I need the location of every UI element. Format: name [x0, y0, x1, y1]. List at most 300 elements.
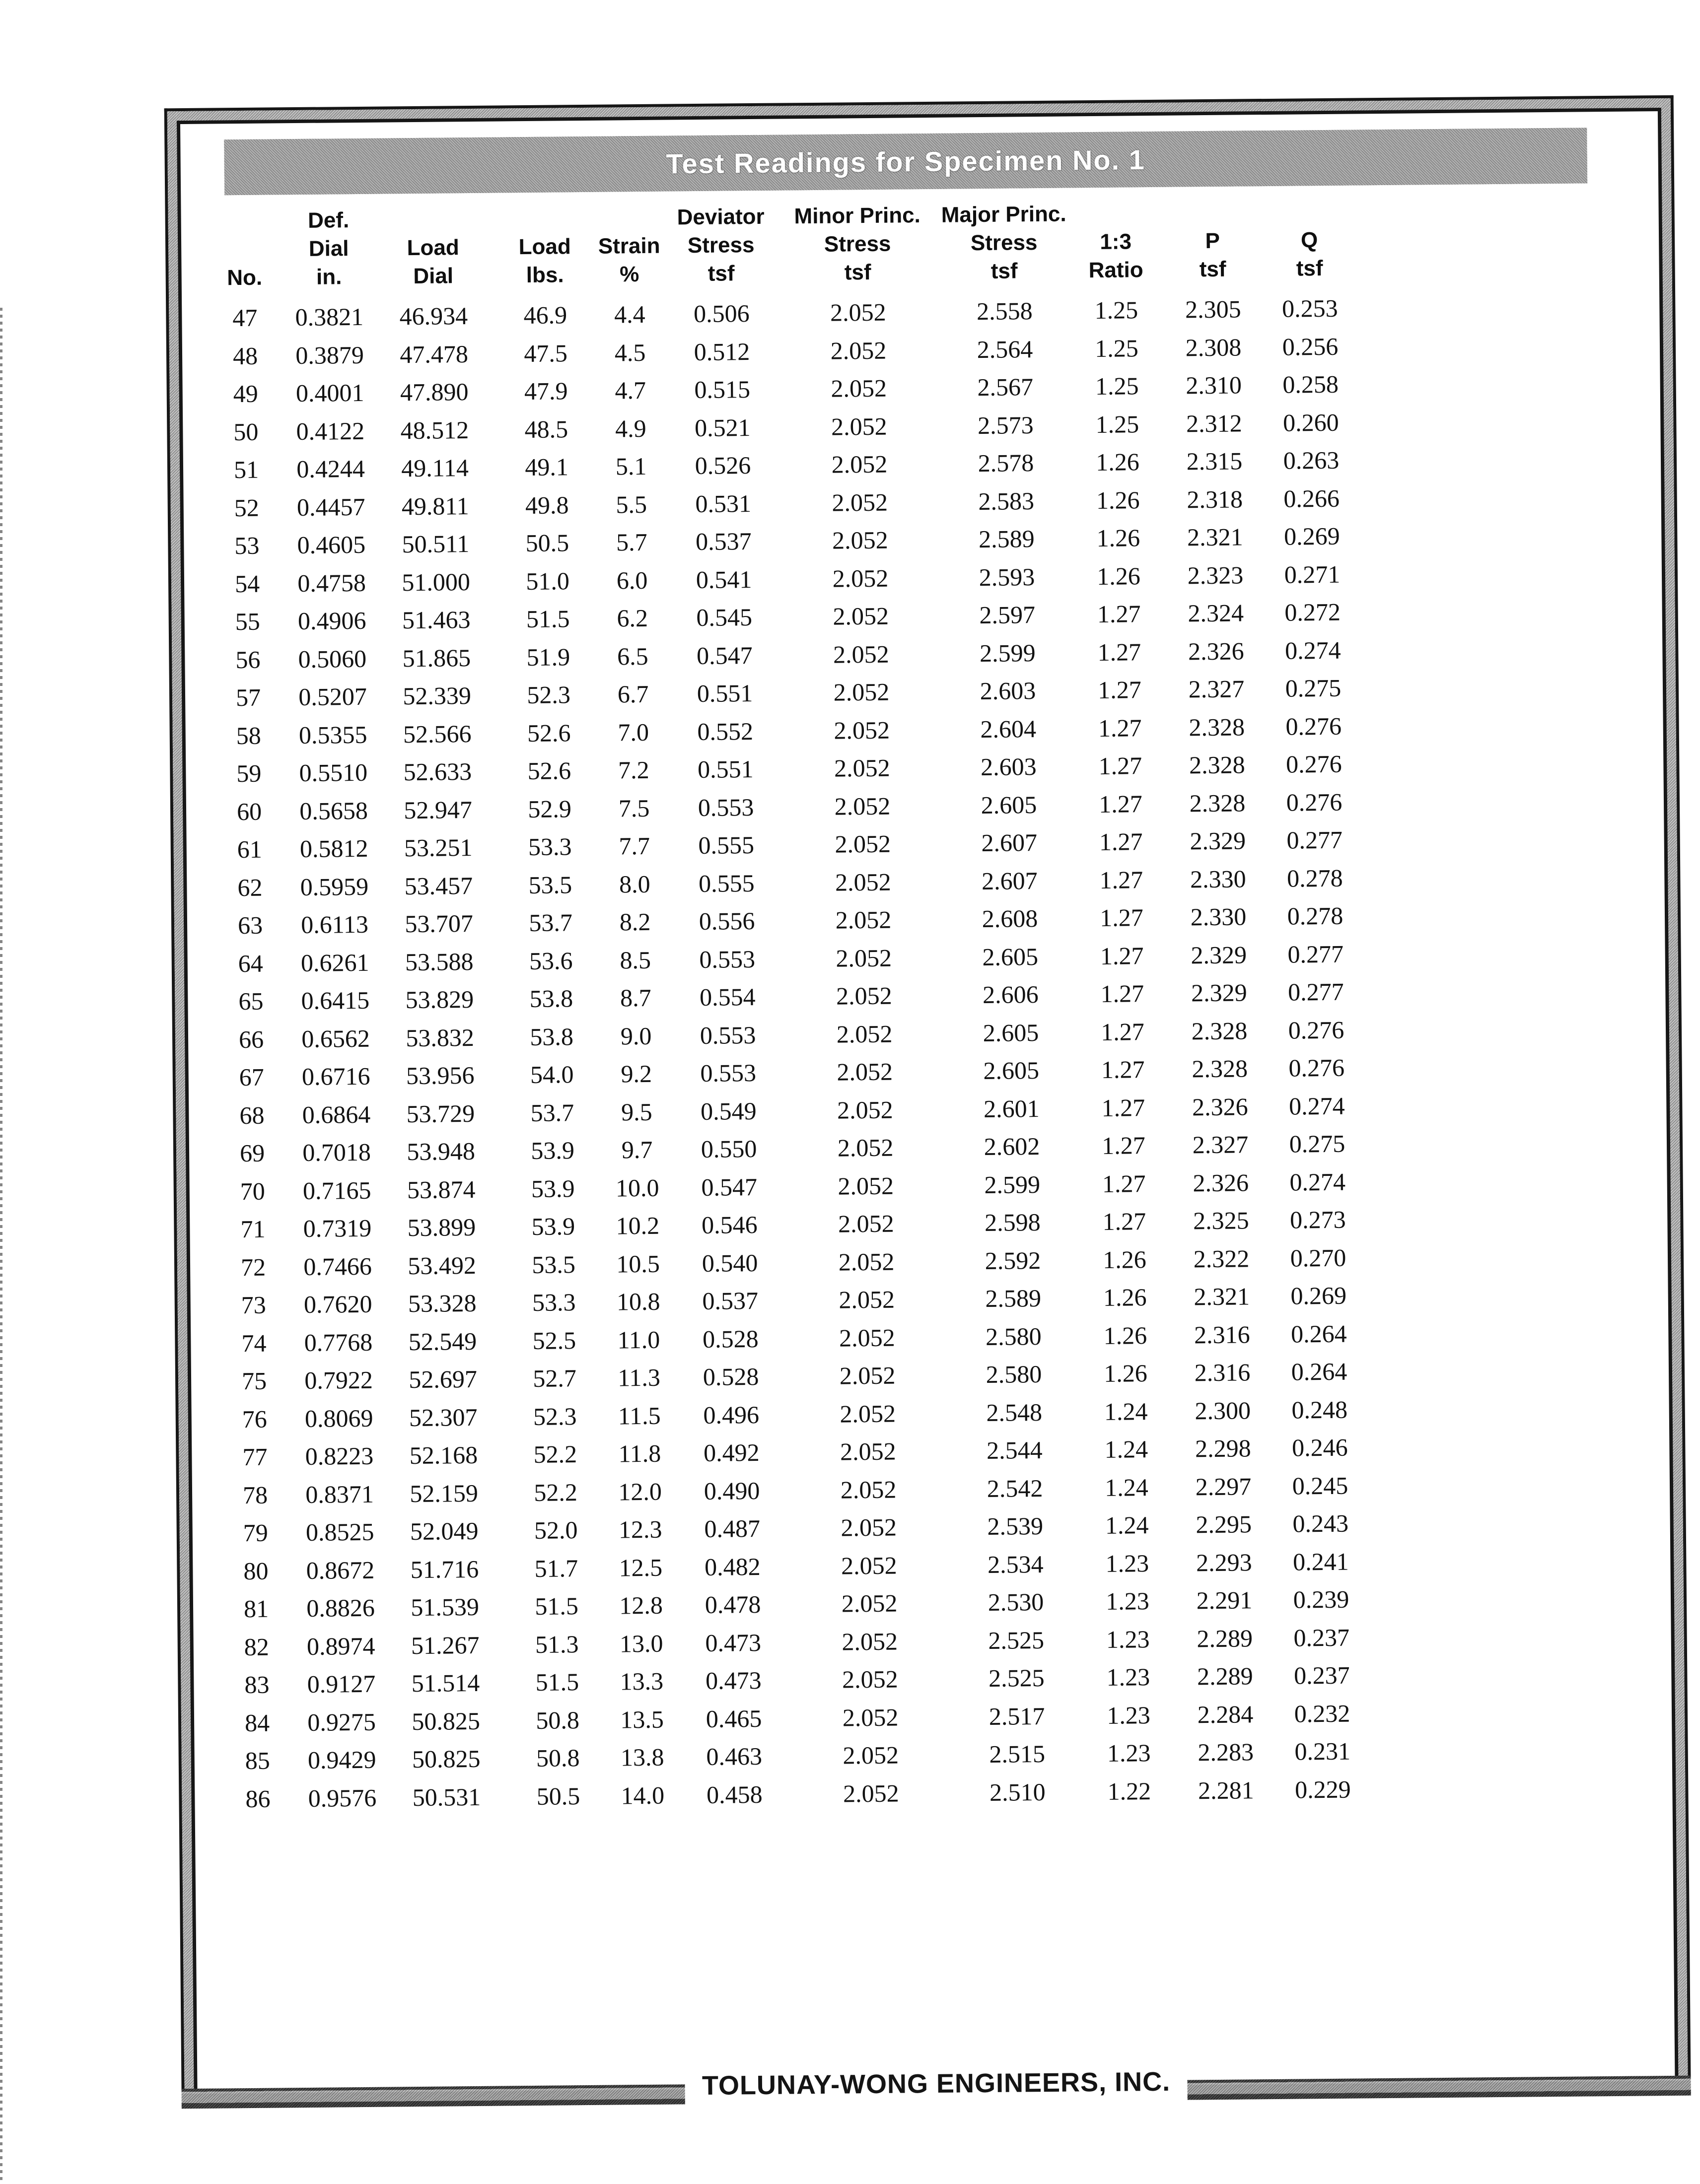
header-label: tsf — [844, 260, 871, 285]
table-cell: 13.5 — [620, 1705, 664, 1733]
footer-rule-right — [1187, 2076, 1691, 2100]
table-cell: 2.564 — [977, 335, 1033, 363]
table-cell: 2.315 — [1186, 447, 1243, 476]
table-cell: 2.567 — [977, 373, 1034, 402]
table-cell: 0.258 — [1282, 370, 1339, 399]
table-cell: 0.253 — [1281, 294, 1338, 323]
table-cell: 68 — [239, 1101, 265, 1129]
table-cell: 2.326 — [1188, 636, 1244, 665]
table-cell: 2.052 — [832, 488, 888, 517]
table-cell: 0.7620 — [303, 1290, 372, 1318]
header-col-deviator-stress — [663, 203, 778, 288]
table-cell: 53.328 — [408, 1289, 477, 1318]
table-cell: 0.7922 — [304, 1365, 373, 1394]
table-cell: 0.556 — [699, 907, 755, 936]
table-cell: 52.2 — [534, 1478, 578, 1506]
table-cell: 2.052 — [841, 1513, 897, 1542]
header-label: 1:3 — [1100, 229, 1132, 254]
table-cell: 2.608 — [982, 904, 1038, 933]
table-cell: 53.832 — [406, 1023, 475, 1052]
table-cell: 2.052 — [834, 792, 891, 820]
table-cell: 65 — [238, 987, 264, 1016]
table-cell: 1.26 — [1096, 448, 1139, 476]
table-cell: 2.542 — [987, 1474, 1043, 1502]
table-cell: 52.2 — [533, 1440, 577, 1468]
table-cell: 53.729 — [406, 1099, 475, 1128]
table-cell: 2.329 — [1191, 978, 1247, 1007]
table-cell: 0.276 — [1288, 1016, 1345, 1044]
table-cell: 1.26 — [1097, 561, 1140, 590]
table-cell: 0.465 — [706, 1704, 762, 1733]
table-cell: 1.27 — [1102, 1169, 1146, 1198]
table-cell: 0.553 — [699, 945, 756, 973]
table-cell: 78 — [242, 1481, 268, 1509]
table-cell: 2.312 — [1186, 409, 1242, 437]
table-cell: 0.5510 — [299, 758, 368, 787]
table-cell: 0.7165 — [302, 1176, 371, 1205]
table-cell: 2.052 — [843, 1741, 899, 1770]
table-cell: 0.6261 — [300, 948, 369, 977]
header-label: Stress — [687, 232, 755, 258]
table-cell: 0.9576 — [308, 1783, 377, 1812]
table-cell: 0.3821 — [295, 302, 364, 332]
table-cell: 2.052 — [842, 1627, 898, 1656]
table-cell: 52.3 — [527, 681, 571, 709]
table-cell: 2.605 — [981, 790, 1037, 819]
table-cell: 86 — [245, 1784, 271, 1813]
table-cell: 50.5 — [536, 1781, 580, 1810]
table-cell: 5.7 — [616, 528, 647, 556]
table-cell: 77 — [242, 1442, 268, 1471]
table-cell: 9.0 — [620, 1022, 652, 1050]
header-label: Major Princ. — [941, 202, 1066, 227]
table-cell: 1.27 — [1101, 1055, 1145, 1084]
table-cell: 8.5 — [620, 946, 651, 974]
table-cell: 2.539 — [987, 1512, 1044, 1540]
table-cell: 0.487 — [704, 1514, 761, 1543]
header-label: P — [1205, 228, 1220, 254]
table-cell: 53.588 — [405, 947, 474, 976]
table-cell: 2.308 — [1185, 333, 1242, 361]
table-cell: 0.458 — [706, 1780, 763, 1809]
table-cell: 70 — [240, 1177, 265, 1205]
table-cell: 0.269 — [1283, 522, 1340, 550]
table-cell: 2.605 — [982, 942, 1039, 971]
table-cell: 2.326 — [1192, 1092, 1248, 1121]
table-cell: 2.052 — [835, 829, 891, 858]
table-cell: 62 — [237, 873, 263, 901]
table-cell: 0.551 — [697, 755, 754, 784]
table-cell: 10.0 — [615, 1173, 659, 1202]
table-cell: 0.266 — [1283, 484, 1340, 513]
table-cell: 2.324 — [1188, 599, 1244, 627]
table-cell: 52.6 — [527, 718, 571, 747]
table-cell: 0.260 — [1282, 408, 1339, 437]
table-cell: 0.550 — [701, 1135, 757, 1163]
table-cell: 1.26 — [1103, 1283, 1147, 1311]
table-cell: 0.275 — [1289, 1129, 1346, 1158]
table-cell: 53.8 — [530, 1022, 574, 1051]
table-cell: 2.327 — [1192, 1130, 1249, 1159]
table-cell: 8.0 — [619, 870, 650, 898]
header-label: Deviator — [677, 204, 765, 230]
table-header — [182, 195, 1658, 292]
table-cell: 47.478 — [400, 340, 469, 368]
table-cell: 1.26 — [1096, 524, 1140, 552]
table-cell: 51.716 — [410, 1555, 479, 1583]
table-cell: 52 — [234, 493, 259, 522]
table-cell: 0.531 — [695, 489, 752, 518]
table-cell: 53.6 — [529, 946, 573, 975]
table-cell: 69 — [239, 1139, 265, 1167]
table-cell: 1.27 — [1099, 865, 1143, 894]
table-cell: 51.000 — [402, 567, 471, 596]
table-cell: 2.052 — [843, 1779, 899, 1808]
table-cell: 53.829 — [405, 985, 474, 1014]
table-cell: 54 — [234, 569, 260, 598]
table-cell: 2.606 — [982, 980, 1039, 1009]
table-cell: 0.478 — [705, 1590, 761, 1619]
table-cell: 0.6113 — [301, 910, 369, 939]
table-cell: 0.537 — [695, 527, 752, 556]
table-cell: 47.5 — [524, 339, 568, 367]
table-cell: 52.947 — [404, 795, 473, 824]
table-cell: 0.276 — [1285, 750, 1342, 778]
table-cell: 2.515 — [989, 1739, 1046, 1768]
table-cell: 6.5 — [617, 642, 648, 670]
table-cell: 2.316 — [1194, 1358, 1251, 1387]
table-cell: 0.7018 — [302, 1138, 371, 1166]
table-cell: 72 — [240, 1253, 266, 1281]
table-cell: 2.052 — [831, 374, 887, 403]
table-cell: 53.9 — [531, 1174, 575, 1203]
table-cell: 4.5 — [614, 338, 646, 366]
table-cell: 0.6415 — [301, 986, 370, 1015]
table-cell: 1.27 — [1099, 789, 1143, 818]
table-cell: 2.601 — [983, 1094, 1040, 1123]
table-cell: 83 — [244, 1670, 270, 1699]
table-cell: 2.052 — [841, 1589, 898, 1618]
table-cell: 51.5 — [526, 605, 570, 633]
table-cell: 52.566 — [403, 719, 472, 748]
table-cell: 0.9429 — [307, 1745, 376, 1774]
table-cell: 0.8826 — [306, 1593, 375, 1622]
header-label: Dial — [413, 264, 454, 288]
table-cell: 49.811 — [401, 491, 469, 520]
header-label: Strain — [598, 233, 660, 259]
table-cell: 2.052 — [833, 602, 889, 630]
table-cell: 2.330 — [1190, 864, 1246, 893]
table-cell: 2.323 — [1187, 560, 1244, 589]
table-cell: 0.549 — [700, 1096, 757, 1125]
table-cell: 0.5355 — [298, 720, 367, 749]
header-label: lbs. — [526, 263, 564, 287]
table-cell: 79 — [243, 1518, 269, 1547]
table-cell: 0.555 — [698, 869, 755, 897]
table-cell: 53.3 — [532, 1288, 576, 1316]
table-cell: 1.24 — [1104, 1397, 1148, 1426]
table-cell: 46.934 — [399, 302, 468, 331]
table-cell: 53.492 — [408, 1251, 477, 1280]
table-cell: 2.580 — [985, 1322, 1042, 1351]
table-cell: 0.4906 — [297, 606, 366, 635]
table-cell: 2.607 — [981, 828, 1038, 857]
table-cell: 51.5 — [535, 1668, 579, 1696]
table-cell: 0.243 — [1292, 1509, 1349, 1538]
table-cell: 0.241 — [1292, 1547, 1349, 1576]
header-label: Dial — [308, 236, 349, 261]
table-cell: 2.510 — [989, 1777, 1046, 1806]
table-cell: 6.0 — [616, 566, 648, 594]
table-cell: 2.603 — [980, 677, 1036, 705]
table-cell: 53.3 — [528, 832, 572, 861]
table-cell: 0.552 — [697, 717, 754, 746]
table-cell: 1.27 — [1102, 1207, 1146, 1235]
table-cell: 74 — [241, 1329, 267, 1357]
table-cell: 2.298 — [1195, 1434, 1251, 1463]
table-cell: 1.26 — [1103, 1245, 1147, 1274]
table-cell: 0.526 — [695, 451, 751, 480]
table-cell: 1.27 — [1097, 637, 1141, 666]
table-cell: 1.23 — [1107, 1701, 1151, 1729]
table-cell: 61 — [237, 835, 262, 864]
table-cell: 2.052 — [839, 1361, 896, 1390]
header-label: tsf — [1199, 257, 1226, 282]
table-cell: 1.25 — [1095, 372, 1139, 401]
table-cell: 2.052 — [840, 1399, 896, 1428]
table-cell: 2.052 — [831, 412, 887, 441]
table-cell: 2.052 — [831, 450, 888, 478]
table-cell: 2.578 — [978, 449, 1034, 478]
table-cell: 11.3 — [617, 1363, 661, 1392]
header-label: Minor Princ. — [794, 203, 921, 229]
table-cell: 0.9127 — [307, 1669, 376, 1698]
table-cell: 0.232 — [1294, 1699, 1350, 1728]
table-cell: 58 — [236, 721, 261, 750]
table-cell: 2.310 — [1186, 371, 1242, 400]
table-cell: 0.264 — [1291, 1357, 1347, 1386]
header-col-strain — [594, 204, 664, 289]
table-cell: 0.4758 — [297, 568, 366, 597]
table-cell: 0.553 — [698, 793, 754, 821]
table-cell: 0.274 — [1288, 1092, 1345, 1120]
table-cell: 52.3 — [533, 1402, 577, 1431]
table-cell: 52.0 — [534, 1516, 578, 1544]
table-cell: 2.322 — [1193, 1244, 1250, 1273]
table-cell: 7.2 — [618, 755, 649, 784]
table-cell: 7.0 — [618, 718, 649, 746]
table-cell: 51.267 — [411, 1631, 480, 1659]
table-cell: 1.25 — [1095, 410, 1139, 438]
table-cell: 2.328 — [1192, 1054, 1248, 1083]
table-cell: 8.2 — [619, 907, 651, 936]
table-cell: 52.339 — [403, 682, 472, 710]
table-cell: 53.7 — [529, 908, 573, 937]
table-cell: 4.9 — [615, 414, 646, 442]
table-cell: 53.899 — [407, 1213, 476, 1242]
table-cell: 1.24 — [1105, 1511, 1149, 1539]
table-cell: 12.5 — [619, 1553, 663, 1581]
table-cell: 2.573 — [977, 410, 1034, 439]
table-cell: 50.8 — [536, 1744, 580, 1772]
header-label: Stress — [970, 230, 1038, 256]
table-cell: 0.515 — [694, 375, 751, 404]
table-cell: 2.052 — [834, 753, 890, 782]
table-cell: 2.316 — [1194, 1320, 1250, 1349]
table-cell: 0.473 — [705, 1666, 762, 1695]
table-cell: 13.8 — [620, 1743, 664, 1772]
table-cell: 80 — [243, 1557, 269, 1585]
table-cell: 1.25 — [1094, 296, 1138, 325]
table-cell: 2.589 — [985, 1284, 1042, 1313]
table-cell: 2.592 — [985, 1246, 1041, 1275]
table-cell: 52.159 — [410, 1479, 479, 1507]
table-cell: 2.329 — [1190, 826, 1246, 855]
table-cell: 10.2 — [616, 1211, 660, 1240]
table-cell: 1.27 — [1100, 979, 1144, 1008]
table-cell: 47.890 — [400, 378, 469, 407]
table-cell: 52.5 — [532, 1326, 576, 1355]
header-label: Stress — [824, 231, 891, 257]
table-cell: 0.8974 — [306, 1632, 375, 1660]
table-cell: 2.295 — [1196, 1510, 1252, 1539]
table-cell: 52.6 — [527, 756, 571, 785]
table-cell: 2.052 — [835, 868, 891, 896]
table-cell: 2.603 — [980, 752, 1037, 781]
table-cell: 0.275 — [1285, 674, 1342, 702]
table-cell: 0.6562 — [301, 1024, 370, 1053]
table-cell: 0.277 — [1287, 940, 1344, 968]
table-cell: 0.8223 — [305, 1441, 374, 1470]
table-cell: 1.26 — [1104, 1359, 1148, 1387]
table-cell: 51.514 — [411, 1668, 480, 1698]
table-cell: 52.168 — [409, 1440, 478, 1470]
table-cell: 1.23 — [1106, 1663, 1150, 1691]
table-cell: 2.589 — [978, 525, 1035, 553]
table-cell: 55 — [235, 607, 260, 636]
table-cell: 0.512 — [694, 337, 750, 366]
table-cell: 1.26 — [1096, 485, 1140, 514]
table-cell: 0.5060 — [298, 644, 367, 673]
table-cell: 52.307 — [409, 1403, 478, 1432]
table-cell: 12.8 — [619, 1591, 663, 1620]
table-cell: 63 — [237, 911, 263, 940]
table-cell: 0.492 — [703, 1438, 760, 1467]
table-cell: 2.052 — [838, 1247, 895, 1276]
table-cell: 2.052 — [833, 640, 889, 669]
table-cell: 0.555 — [698, 831, 755, 860]
table-cell: 0.5207 — [298, 682, 367, 711]
table-cell: 59 — [236, 759, 262, 788]
table-cell: 2.284 — [1197, 1700, 1254, 1728]
table-cell: 54.0 — [530, 1060, 574, 1089]
table-cell: 84 — [244, 1708, 270, 1737]
table-cell: 0.278 — [1287, 901, 1344, 930]
table-cell: 0.9275 — [307, 1707, 376, 1736]
table-cell: 2.604 — [980, 714, 1037, 743]
table-cell: 2.328 — [1189, 751, 1245, 779]
table-cell: 51.3 — [535, 1630, 579, 1658]
table-cell: 52.633 — [403, 757, 472, 786]
table-cell: 47.9 — [524, 377, 568, 406]
table-cell: 14.0 — [621, 1781, 665, 1809]
table-cell: 0.4605 — [297, 530, 366, 559]
table-cell: 1.27 — [1098, 751, 1142, 780]
table-cell: 2.052 — [838, 1171, 894, 1200]
table-cell: 0.463 — [706, 1742, 763, 1771]
header-label: in. — [316, 265, 342, 289]
table-cell: 2.534 — [987, 1550, 1044, 1578]
table-cell: 12.3 — [618, 1515, 662, 1544]
table-cell: 53.707 — [405, 909, 474, 938]
footer-rule-left — [182, 2084, 686, 2109]
table-cell: 2.328 — [1189, 788, 1246, 817]
table-cell: 2.052 — [836, 981, 892, 1010]
table-cell: 2.326 — [1193, 1168, 1249, 1197]
header-label: Load — [407, 235, 459, 261]
table-cell: 0.272 — [1284, 598, 1341, 626]
table-cell: 2.291 — [1196, 1586, 1253, 1615]
table-cell: 2.597 — [979, 601, 1036, 629]
header-col-major-princ-stress — [936, 200, 1071, 285]
table-cell: 0.547 — [701, 1172, 758, 1201]
table-cell: 2.052 — [836, 1020, 893, 1048]
table-cell: 0.231 — [1294, 1737, 1351, 1766]
table-cell: 51.539 — [411, 1592, 480, 1622]
table-cell: 5.1 — [615, 452, 647, 480]
header-label: tsf — [991, 259, 1018, 283]
title-banner — [224, 128, 1587, 195]
table-cell: 0.4244 — [296, 454, 365, 483]
table-cell: 2.605 — [983, 1018, 1039, 1047]
table-cell: 48.5 — [524, 414, 568, 443]
table-cell: 2.558 — [976, 297, 1033, 326]
scan-edge-artifact — [0, 308, 2, 2184]
table-cell: 6.7 — [617, 680, 649, 708]
header-col-minor-princ-stress — [778, 201, 937, 287]
table-cell: 0.256 — [1282, 332, 1339, 361]
table-cell: 0.8069 — [304, 1404, 373, 1433]
table-cell: 1.22 — [1107, 1776, 1151, 1805]
table-cell: 0.8672 — [306, 1556, 375, 1584]
table-cell: 0.5812 — [299, 834, 368, 863]
table-cell: 13.0 — [619, 1629, 663, 1657]
header-label: No. — [227, 265, 263, 290]
table-cell: 0.482 — [704, 1552, 761, 1581]
table-cell: 50.511 — [402, 530, 470, 558]
table-cell: 9.5 — [621, 1097, 652, 1126]
table-cell: 50.5 — [525, 529, 569, 557]
table-cell: 0.273 — [1289, 1205, 1346, 1234]
table-cell: 49 — [233, 379, 258, 408]
table-cell: 1.23 — [1107, 1739, 1151, 1767]
table-cell: 2.052 — [832, 564, 889, 593]
table-cell: 0.5658 — [299, 796, 368, 825]
table-cell: 0.528 — [703, 1362, 759, 1391]
header-label: Ratio — [1088, 258, 1143, 283]
table-cell: 2.328 — [1189, 712, 1245, 741]
table-cell: 2.289 — [1197, 1662, 1253, 1691]
table-cell: 1.27 — [1101, 1017, 1145, 1046]
table-cell: 2.052 — [837, 1057, 893, 1086]
table-cell: 48 — [232, 341, 258, 370]
table-cell: 9.2 — [621, 1059, 652, 1088]
table-cell: 1.27 — [1099, 827, 1143, 856]
table-cell: 0.541 — [696, 565, 752, 594]
table-cell: 2.318 — [1187, 484, 1243, 513]
table-cell: 2.052 — [840, 1475, 897, 1504]
table-cell: 2.052 — [839, 1323, 895, 1352]
